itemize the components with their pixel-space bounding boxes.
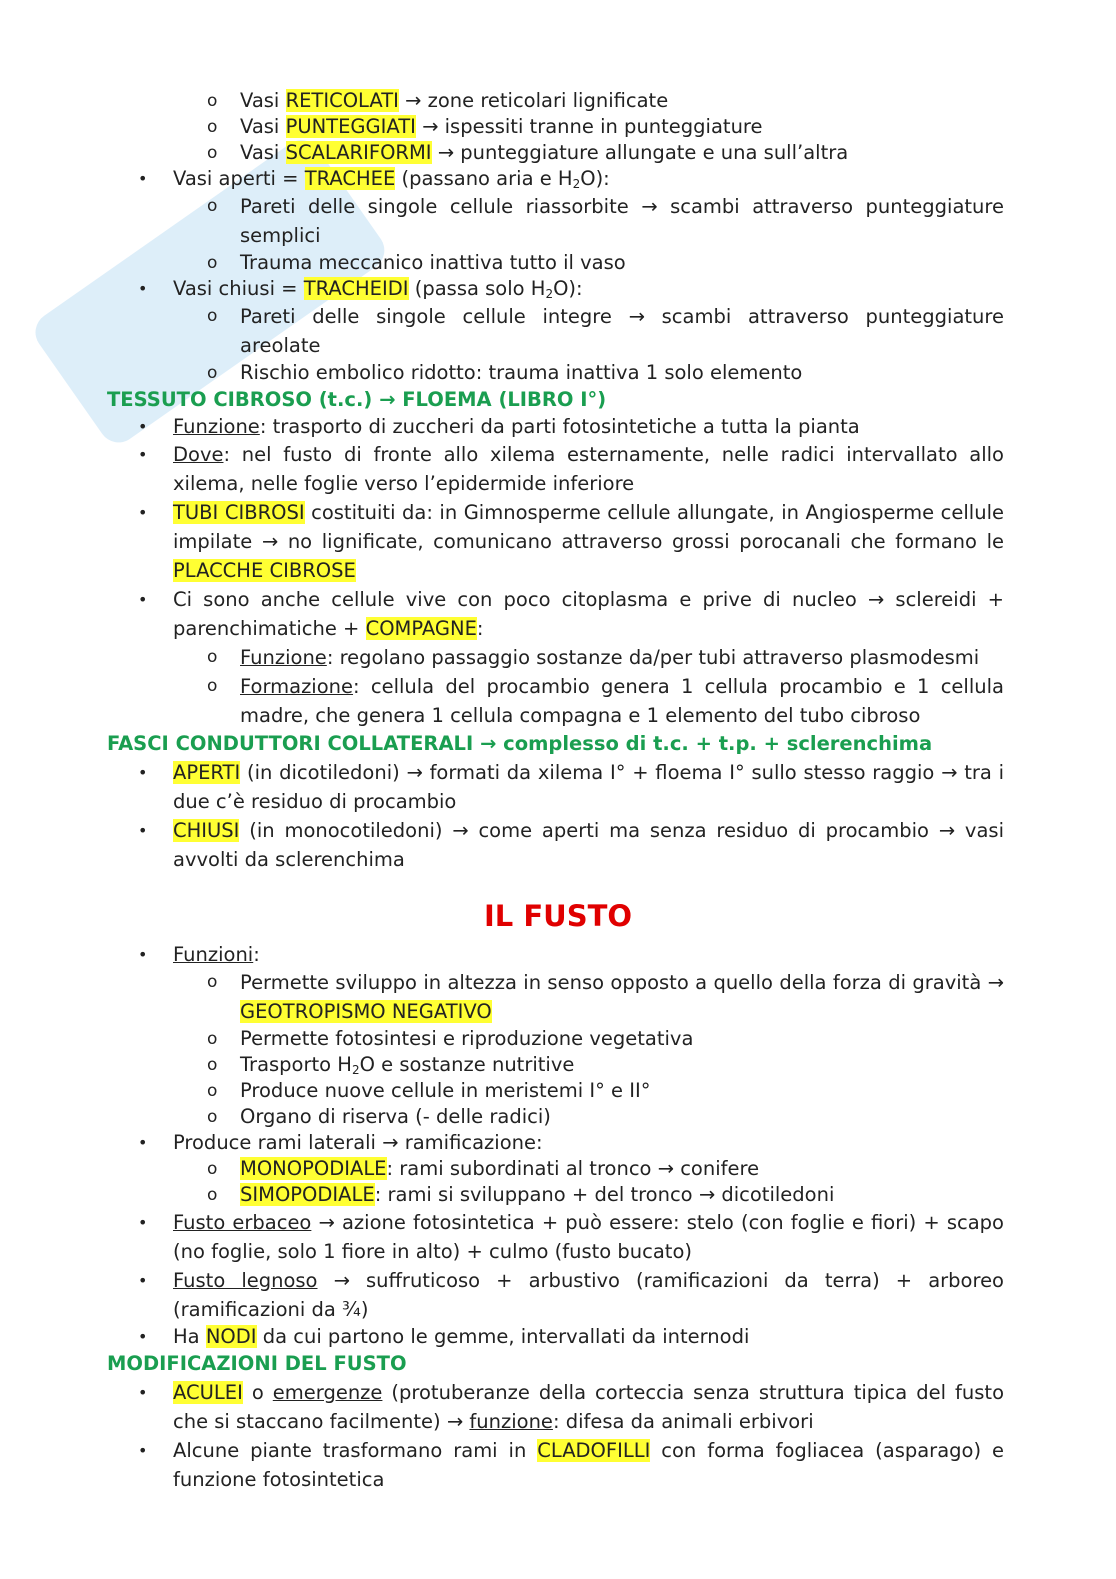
sub-bullet: o <box>207 253 218 273</box>
bullet: • <box>138 1327 148 1346</box>
bullet: • <box>138 1441 148 1460</box>
bullet: • <box>138 503 148 522</box>
page-title: IL FUSTO <box>483 899 633 933</box>
bullet: • <box>138 590 148 609</box>
bullet: • <box>138 1213 148 1232</box>
list-item: o Trasporto $H_2O$ e sostanze nutritive <box>207 1053 575 1077</box>
sub-bullet: o <box>207 1159 218 1179</box>
list-item: • Alcune piante trasformano rami in CLADOFILLI con forma fogliacea (asparago) e funzione fotosintetica <box>0 1436 1116 1494</box>
list-item: o Vasi RETICOLATI → zone reticolari lignificate <box>207 89 669 112</box>
sub-bullet: o <box>207 91 218 111</box>
sub-bullet: o <box>207 972 218 992</box>
list-item: o Funzione: regolano passaggio sostanze da/per tubi attraverso plasmodesmi <box>0 643 1116 672</box>
bullet: • <box>138 945 148 964</box>
sub-bullet: o <box>207 676 218 696</box>
list-item: • Fusto legnoso → suffruticoso + arbustivo (ramificazioni da terra) + arboreo (ramificazioni da ¾) <box>0 1266 1116 1324</box>
bullet: • <box>138 763 148 782</box>
list-item: • APERTI (in dicotiledoni) → formati da xilema I° + floema I° sullo stesso raggio → tra i due c’è residuo di procambio <box>0 758 1116 816</box>
list-item: o Vasi SCALARIFORMI → punteggiature allungate e una sull’altra <box>207 141 849 164</box>
list-item: o Organo di riserva (- delle radici) <box>207 1105 551 1128</box>
list-item: • Funzioni: <box>138 943 260 966</box>
sub-bullet: o <box>207 1185 218 1205</box>
sub-bullet: o <box>207 1055 218 1075</box>
list-item: • Funzione: trasporto di zuccheri da parti fotosintetiche a tutta la pianta <box>138 415 860 438</box>
bullet: • <box>138 1383 148 1402</box>
list-item: o MONOPODIALE: rami subordinati al tronco → conifere <box>207 1157 760 1180</box>
bullet: • <box>138 1133 148 1152</box>
list-item: • ACULEI o emergenze (protuberanze della corteccia senza struttura tipica del fusto che si staccano facilmente) → funzione: difesa da animali erbivori <box>0 1378 1116 1436</box>
list-item: o Pareti delle singole cellule integre → scambi attraverso punteggiature areolate <box>0 302 1116 360</box>
sub-bullet: o <box>207 1081 218 1101</box>
bullet: • <box>138 1271 148 1290</box>
list-item: • CHIUSI (in monocotiledoni) → come aperti ma senza residuo di procambio → vasi avvolti da sclerenchima <box>0 816 1116 874</box>
list-item: o Vasi PUNTEGGIATI → ispessiti tranne in punteggiature <box>207 115 763 138</box>
sub-bullet: o <box>207 306 218 326</box>
bullet: • <box>138 417 148 436</box>
list-item: • Vasi chiusi = TRACHEIDI (passa solo $H_2O$): <box>138 277 583 301</box>
list-item: • Vasi aperti = TRACHEE (passano aria e $H_2O$): <box>138 167 610 191</box>
list-item: • TUBI CIBROSI costituiti da: in Gimnosperme cellule allungate, in Angiosperme cellule impilate → no lignificate, comunicano attraverso grossi porocanali che formano le PLACCHE CIBROSE <box>0 498 1116 585</box>
bullet: • <box>138 445 148 464</box>
list-item: • Dove: nel fusto di fronte allo xilema esternamente, nelle radici intervallato allo xilema, nelle foglie verso l’epidermide inferiore <box>0 440 1116 498</box>
list-item: o Permette fotosintesi e riproduzione vegetativa <box>207 1027 694 1050</box>
list-item: o Formazione: cellula del procambio genera 1 cellula procambio e 1 cellula madre, che genera 1 cellula compagna e 1 elemento del tubo cibroso <box>0 672 1116 730</box>
list-item: • Produce rami laterali → ramificazione: <box>138 1131 543 1154</box>
bullet: • <box>138 279 148 298</box>
section-heading: MODIFICAZIONI DEL FUSTO <box>107 1352 407 1375</box>
list-item: o Pareti delle singole cellule riassorbite → scambi attraverso punteggiature semplici <box>0 192 1116 250</box>
sub-bullet: o <box>207 363 218 383</box>
list-item: o Rischio embolico ridotto: trauma inattiva 1 solo elemento <box>207 361 803 384</box>
list-item: o Produce nuove cellule in meristemi I° e II° <box>207 1079 651 1102</box>
list-item: • Fusto erbaceo → azione fotosintetica + può essere: stelo (con foglie e fiori) + scapo (no foglie, solo 1 fiore in alto) + culmo (fusto bucato) <box>0 1208 1116 1266</box>
list-item: o Permette sviluppo in altezza in senso opposto a quello della forza di gravità → GEOTROPISMO NEGATIVO <box>0 968 1116 1026</box>
document-page <box>0 88 1116 1494</box>
list-item: • Ha NODI da cui partono le gemme, intervallati da internodi <box>138 1325 750 1348</box>
sub-bullet: o <box>207 1107 218 1127</box>
sub-bullet: o <box>207 196 218 216</box>
sub-bullet: o <box>207 117 218 137</box>
bullet: • <box>138 169 148 188</box>
section-heading: TESSUTO CIBROSO (t.c.) → FLOEMA (LIBRO I°) <box>107 388 607 411</box>
sub-bullet: o <box>207 1029 218 1049</box>
list-item: • Ci sono anche cellule vive con poco citoplasma e prive di nucleo → sclereidi + parenchimatiche + COMPAGNE: <box>0 585 1116 643</box>
list-item: o SIMOPODIALE: rami si sviluppano + del tronco → dicotiledoni <box>207 1183 835 1206</box>
list-item: o Trauma meccanico inattiva tutto il vaso <box>207 251 626 274</box>
bullet: • <box>138 821 148 840</box>
section-heading: FASCI CONDUTTORI COLLATERALI → complesso di t.c. + t.p. + sclerenchima <box>107 732 933 755</box>
sub-bullet: o <box>207 647 218 667</box>
sub-bullet: o <box>207 143 218 163</box>
